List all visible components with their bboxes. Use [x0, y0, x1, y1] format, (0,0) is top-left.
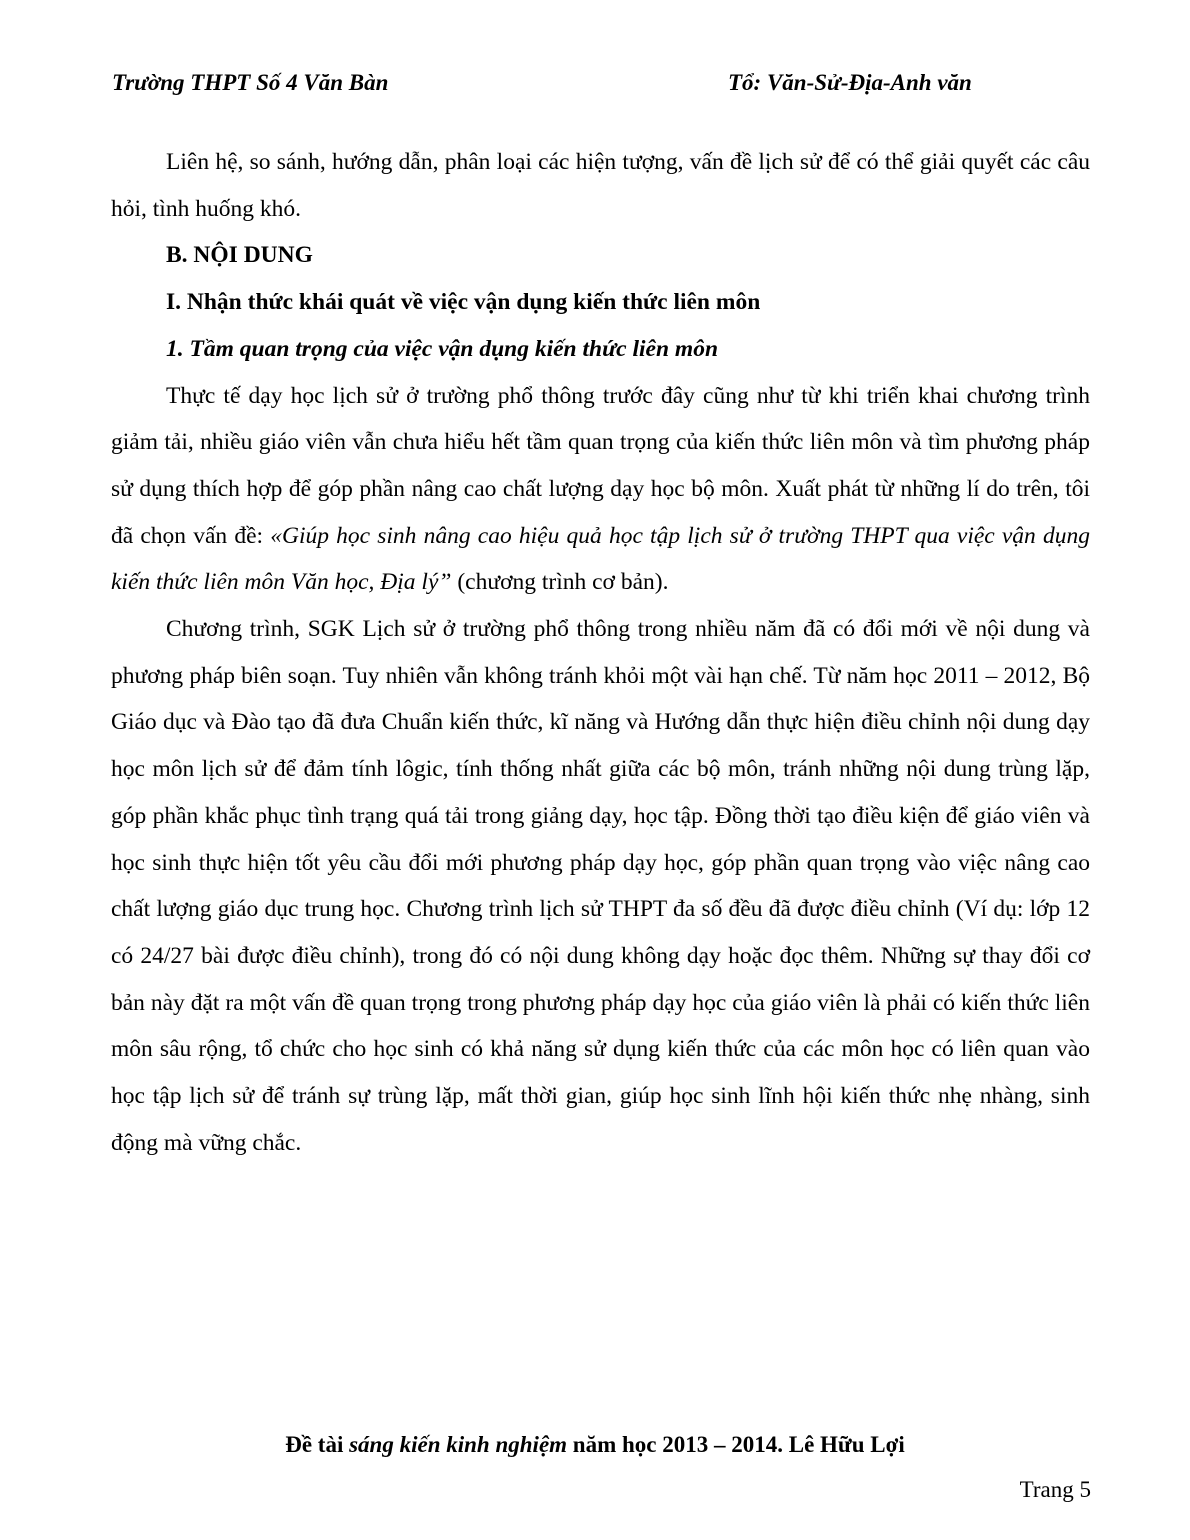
school-name: Trường THPT Số 4 Văn Bàn	[112, 70, 389, 95]
section-b-heading: B. NỘI DUNG	[166, 242, 313, 269]
footer-suffix: năm học 2013 – 2014. Lê Hữu Lợi	[567, 1432, 905, 1457]
intro-paragraph: Liên hệ, so sánh, hướng dẫn, phân loại các hiện tượng, vấn đề lịch sử để có thể giải quyết các câu hỏi, tình huống khó.	[111, 149, 1090, 222]
paragraph-1	[111, 373, 1090, 607]
footer-italic: sáng kiến kinh nghiệm	[349, 1432, 568, 1457]
paragraph-1-text: Thực tế dạy học lịch sử ở trường phổ thông trước đây cũng như từ khi triển khai chương trình giảm tải, nhiều giáo viên vẫn chưa hiểu hết tầm quan trọng của kiến thức liên môn và tìm phương pháp sử dụng thích hợp để góp phần nâng cao chất lượng dạy học bộ môn. Xuất phát từ những lí do trên, tôi đã chọn vấn đề:	[111, 382, 1090, 549]
subsection-1-heading: 1. Tầm quan trọng của việc vận dụng kiến thức liên môn	[166, 335, 719, 362]
section-i-heading: I. Nhận thức khái quát về việc vận dụng kiến thức liên môn	[166, 289, 761, 316]
page-footer	[0, 1432, 1190, 1458]
page-number: Trang 5	[1019, 1477, 1091, 1502]
document-body	[111, 139, 1090, 1166]
footer-prefix: Đề tài	[285, 1432, 350, 1457]
paragraph-2: Chương trình, SGK Lịch sử ở trường phổ thông trong nhiều năm đã có đổi mới về nội dung và phương pháp biên soạn. Tuy nhiên vẫn không tránh khỏi một vài hạn chế. Từ năm học 2011 – 2012, Bộ Giáo dục và Đào tạo đã đưa Chuẩn kiến thức, kĩ năng và Hướng dẫn thực hiện điều chỉnh nội dung dạy học môn lịch sử để đảm tính lôgic, tính thống nhất giữa các bộ môn, tránh những nội dung trùng lặp, góp phần khắc phục tình trạng quá tải trong giảng dạy, học tập. Đồng thời tạo điều kiện để giáo viên và học sinh thực hiện tốt yêu cầu đổi mới phương pháp dạy học, góp phần quan trọng vào việc nâng cao chất lượng giáo dục trung học. Chương trình lịch sử THPT đa số đều đã được điều chỉnh (Ví dụ: lớp 12 có 24/27 bài được điều chỉnh), trong đó có nội dung không dạy hoặc đọc thêm. Những sự thay đổi cơ bản này đặt ra một vấn đề quan trọng trong phương pháp dạy học của giáo viên là phải có kiến thức liên môn sâu rộng, tổ chức cho học sinh có khả năng sử dụng kiến thức của các môn học có liên quan vào học tập lịch sử để tránh sự trùng lặp, mất thời gian, giúp học sinh lĩnh hội kiến thức nhẹ nhàng, sinh động mà vững chắc.	[111, 616, 1090, 1156]
topic-quote: «Giúp học sinh nâng cao hiệu quả học tập lịch sử ở trường THPT qua việc vận dụng kiến thức liên môn Văn học, Địa lý”	[111, 522, 1090, 596]
paragraph-1-end: (chương trình cơ bản).	[451, 569, 669, 596]
department-name: Tổ: Văn-Sử-Địa-Anh văn	[728, 70, 972, 95]
